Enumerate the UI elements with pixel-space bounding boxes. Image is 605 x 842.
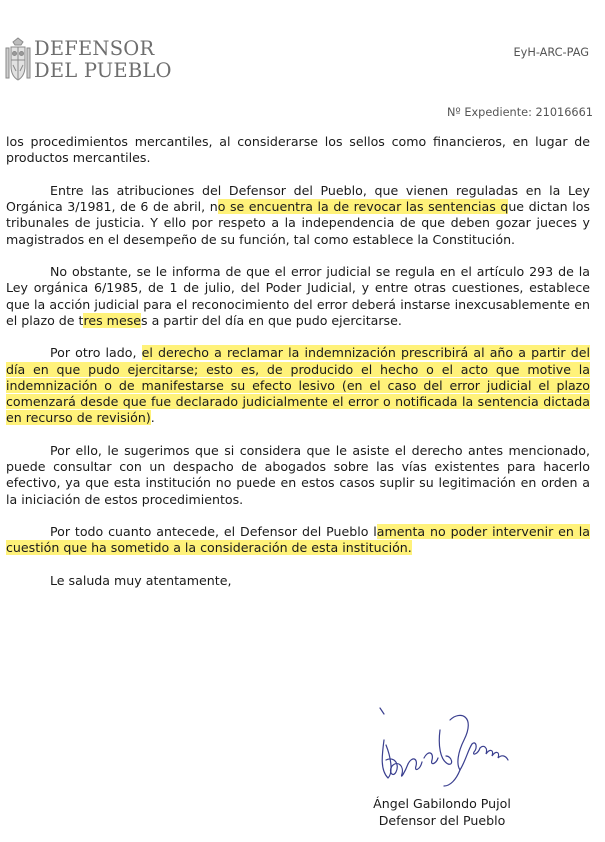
coat-of-arms-icon [4,36,32,84]
expediente-number: Nº Expediente: 21016661 [446,106,593,119]
signatory-title: Defensor del Pueblo [378,813,506,828]
paragraph-1 [6,134,590,167]
paragraph-1-text: los procedimientos mercantiles, al considerarse los sellos como financieros, en lugar de productos mercantiles. [6,134,590,166]
paragraph-6-text-a: Por todo cuanto antecede, el Defensor del Pueblo l [50,524,377,539]
closing-text: Le saluda muy atentamente, [50,572,232,588]
paragraph-4-text-a: Por otro lado, [50,345,142,361]
paragraph-3 [6,264,590,329]
paragraph-2-text-a: Entre las atribuciones del Defensor del Pueblo, que vienen reguladas en la Ley Orgánica 3/1981, de 6 de abril, n [6,182,590,214]
signature-block [367,795,517,829]
paragraph-4-highlight: el derecho a reclamar la indemnización prescribirá al año a partir del día en que pudo ejercitarse; esto es, de producido el hecho o el acto que motive la indemnización o de manifestarse su efecto lesivo (en el caso del error judicial el plazo comenzará desde que fue declarado judicialmente el error o notificada la sentencia dictada en recurso de revisión) [6,345,590,426]
paragraph-2-text-b: ue dictan los tribunales de justicia. Y ello por respeto a la independencia de que deben gozar jueces y magistrados en el desempeño de su función, tal como establece la Constitución. [6,199,590,247]
reference-code: EyH-ARC-PAG [513,46,589,59]
paragraph-3-text-a: No obstante, se le informa de que el error judicial se regula en el artículo 293 de la Ley orgánica 6/1985, de 1 de julio, del Poder Judicial, y entre otras cuestiones, establece que la acción judicial para el reconocimiento del error deberá instarse inexcusablemente en el plazo de t [6,264,590,328]
defensor-del-pueblo-logo [4,36,172,88]
org-name [34,38,172,82]
paragraph-3-highlight: res mese [83,312,142,328]
paragraph-6-highlight: amenta no poder intervenir en la cuestión que ha sometido a la consideración de esta institución. [6,524,590,556]
paragraph-2 [6,183,590,248]
paragraph-7 [6,573,590,589]
handwritten-signature-icon [360,700,560,790]
org-name-line2: DEL PUEBLO [34,59,172,82]
paragraph-2-highlight: o se encuentra la de revocar las sentencias q [217,199,509,214]
org-name-line1: DEFENSOR [34,37,155,60]
signatory-name: Ángel Gabilondo Pujol [373,796,511,811]
signature-area [360,700,560,790]
paragraph-5 [6,443,590,508]
letter-body [6,134,590,605]
paragraph-6 [6,524,590,557]
paragraph-5-text: Por ello, le sugerimos que si considera que le asiste el derecho antes mencionado, puede consultar con un despacho de abogados sobre las vías existentes para hacerlo efectivo, ya que esta institución no puede en estos casos suplir su legitimación en orden a la iniciación de estos procedimientos. [6,442,590,507]
paragraph-4 [6,345,590,426]
paragraph-4-text-b: . [150,410,155,426]
paragraph-3-text-b: s a partir del día en que pudo ejercitarse. [141,312,402,328]
